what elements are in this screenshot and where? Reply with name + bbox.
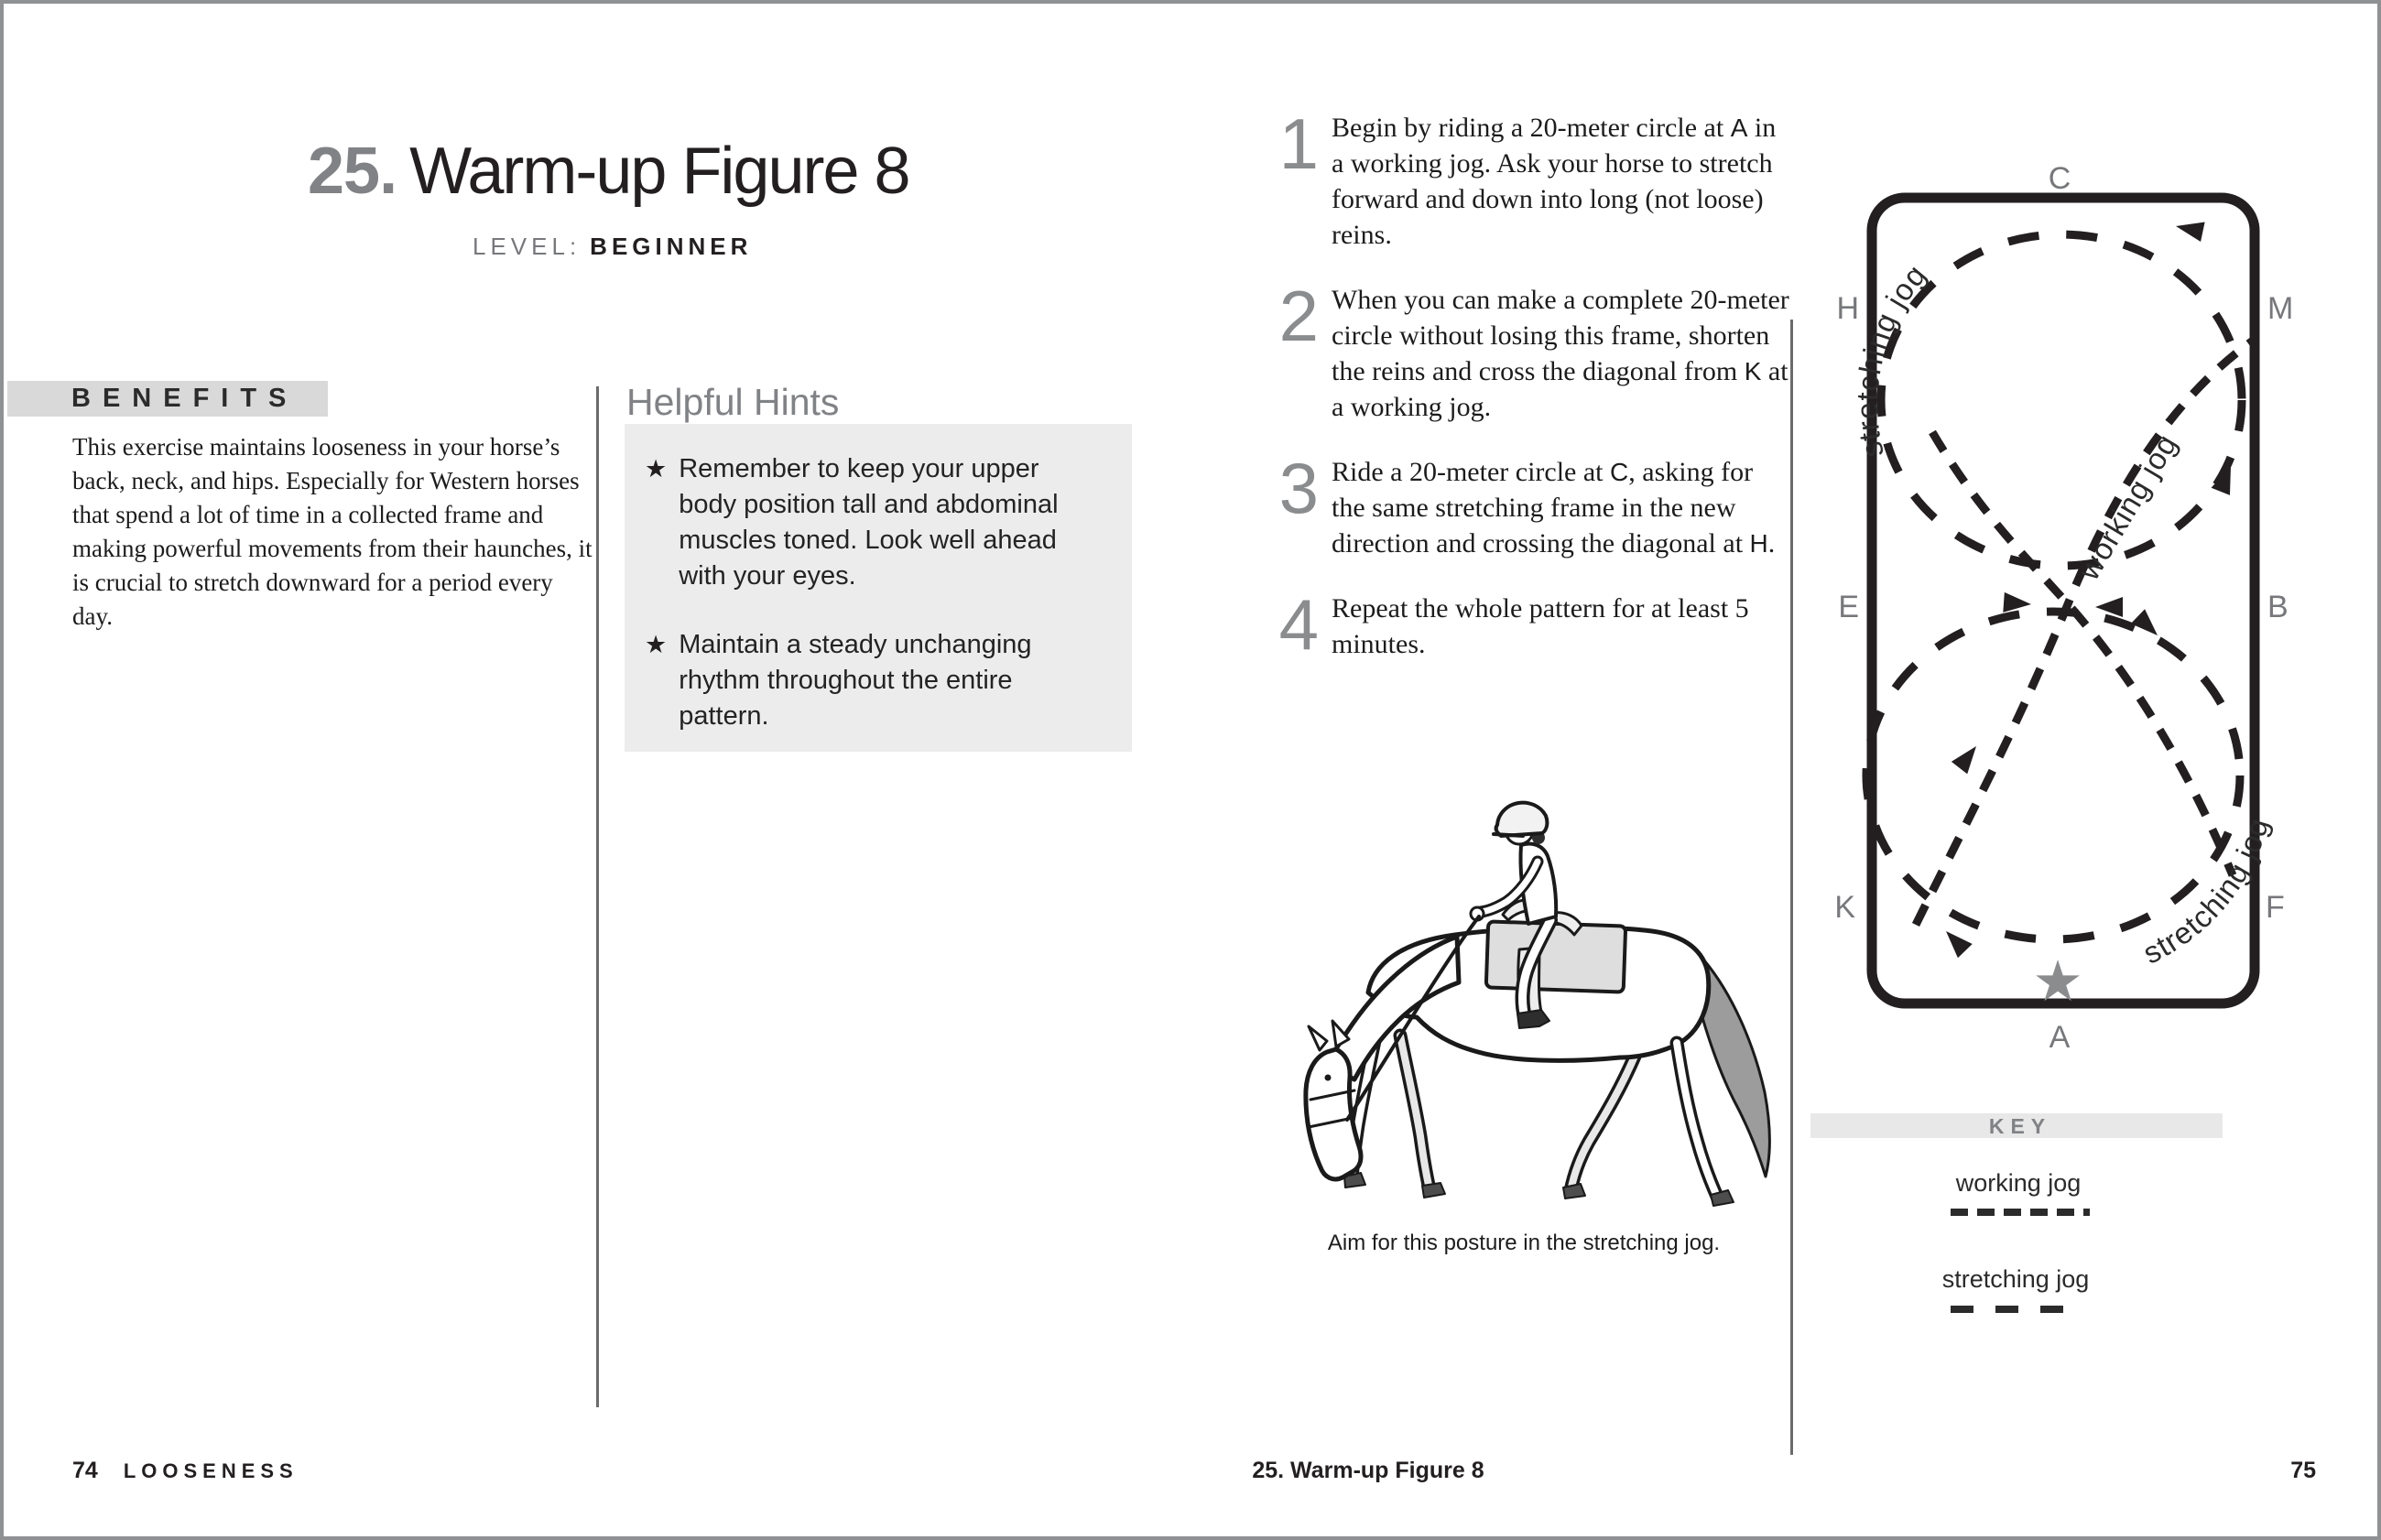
arena-letter-C: C xyxy=(2048,161,2071,196)
arena-letter-M: M xyxy=(2267,291,2294,326)
exercise-title-text: Warm-up Figure 8 xyxy=(409,135,909,208)
bottom-circle-label: stretching jog xyxy=(2137,813,2276,971)
star-bullet-icon: ★ xyxy=(645,631,668,658)
exercise-title xyxy=(308,134,909,209)
column-divider xyxy=(596,386,599,1407)
right-page-number: 75 xyxy=(2290,1458,2316,1483)
top-circle-label: stretching jog xyxy=(1850,257,1933,461)
step-number: 2 xyxy=(1278,276,1319,356)
step-text: When you can make a complete 20-meter circle without losing this frame, shorten the reins and cross the diagonal from K at a working jog. xyxy=(1332,285,1789,422)
page-divider xyxy=(1790,320,1793,1455)
star-bullet-icon: ★ xyxy=(645,455,668,483)
arena-letter-E: E xyxy=(1838,590,1859,624)
hint-item xyxy=(645,627,1110,734)
horse-hooves xyxy=(1344,1173,1734,1206)
step xyxy=(1275,103,1797,253)
exercise-number: 25. xyxy=(308,135,397,208)
arena-letter-ref: H xyxy=(1749,529,1768,558)
start-star-icon: ★ xyxy=(2032,950,2083,1014)
horse-and-rider-illustration xyxy=(1263,777,1803,1226)
arena-letter-K: K xyxy=(1834,890,1855,925)
saddle-pad xyxy=(1486,921,1625,992)
arena-letter-ref: K xyxy=(1744,357,1762,385)
level-value: BEGINNER xyxy=(590,233,753,260)
arena-letter-F: F xyxy=(2266,890,2285,925)
riding-helmet xyxy=(1496,803,1548,836)
left-page-number: 74 xyxy=(72,1458,98,1483)
step-number: 1 xyxy=(1278,103,1319,184)
hint-text: Remember to keep your upper body position tall and abdominal muscles toned. Look well ahead with your eyes. xyxy=(679,454,1059,591)
key-heading: KEY xyxy=(1988,1114,2052,1138)
benefits-paragraph: This exercise maintains looseness in your horse’s back, neck, and hips. Especially for Western horses that spend a lot of time in a collected frame and making powerful movements from their haunches, it is crucial to stretch downward for a period every day. xyxy=(72,433,593,630)
steps-list xyxy=(1275,103,1797,691)
arena-letter-ref: C xyxy=(1610,458,1629,486)
step-number: 3 xyxy=(1278,448,1319,528)
horse-eye xyxy=(1325,1075,1332,1081)
key-legend xyxy=(1810,1113,2223,1309)
arena-diagram xyxy=(1799,132,2381,1350)
helpful-hints-box xyxy=(625,424,1132,752)
arena-letter-H: H xyxy=(1836,291,1859,326)
helmet-brim xyxy=(1494,834,1523,836)
arena-letter-B: B xyxy=(2267,590,2289,624)
section-name: LOOSENESS xyxy=(123,1459,299,1482)
footer-left xyxy=(72,1458,299,1484)
step-text: Repeat the whole pattern for at least 5 minutes. xyxy=(1332,593,1749,659)
arena-letter-ref: A xyxy=(1730,114,1748,142)
hint-text: Maintain a steady unchanging rhythm throughout the entire pattern. xyxy=(679,630,1032,731)
benefits-header-band xyxy=(7,381,328,417)
step-text: Begin by riding a 20-meter circle at A in a working jog. Ask your horse to stretch forward and down into long (not loose) reins. xyxy=(1332,113,1777,250)
key-working-jog-label: working jog xyxy=(1955,1169,2082,1197)
step xyxy=(1275,448,1797,561)
step xyxy=(1275,276,1797,425)
hint-item xyxy=(645,451,1110,594)
level-label: LEVEL: xyxy=(473,233,582,260)
step-number: 4 xyxy=(1278,584,1319,665)
step xyxy=(1275,584,1797,665)
level-line xyxy=(473,233,752,261)
arena-letter-A: A xyxy=(2049,1020,2071,1055)
helpful-hints-heading: Helpful Hints xyxy=(626,381,840,423)
step-text: Ride a 20-meter circle at C, asking for the same stretching frame in the new direction and crossing the diagonal at H. xyxy=(1332,457,1776,559)
benefits-heading: BENEFITS xyxy=(71,384,299,413)
diagonal-label: working jog xyxy=(2071,428,2184,586)
illustration-caption: Aim for this posture in the stretching jog. xyxy=(1327,1231,1721,1255)
footer-running-title: 25. Warm-up Figure 8 xyxy=(1252,1458,1484,1483)
key-stretching-jog-label: stretching jog xyxy=(1941,1265,2090,1293)
